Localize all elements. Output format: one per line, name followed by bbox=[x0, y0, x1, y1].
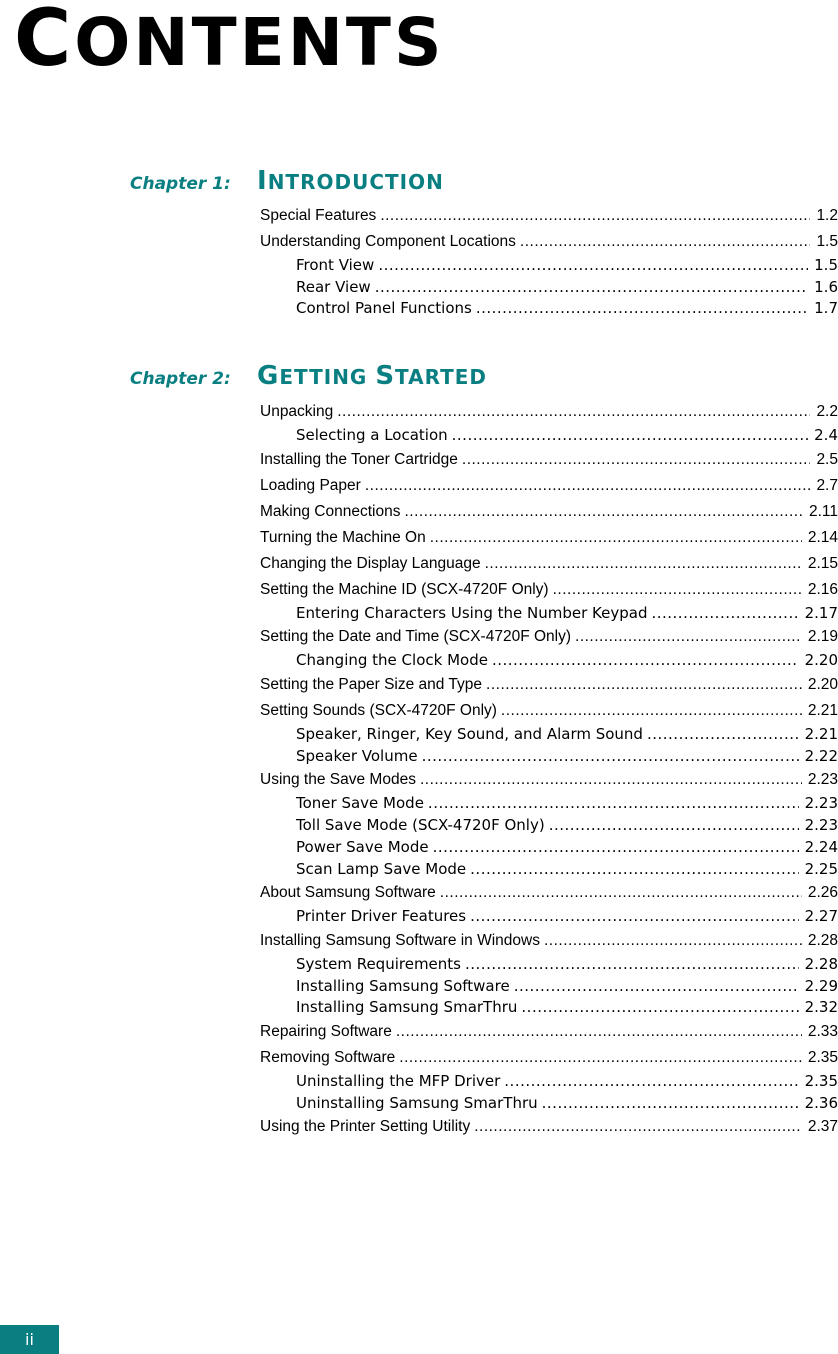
toc-entry[interactable] bbox=[260, 1019, 838, 1045]
toc-leader-dots bbox=[452, 425, 809, 447]
toc-entry-page: 2.14 bbox=[807, 528, 838, 546]
toc-entry[interactable] bbox=[260, 1093, 838, 1115]
page-title-rest: ONTENTS bbox=[74, 4, 445, 81]
toc-leader-dots bbox=[521, 997, 798, 1019]
toc-entry-page: 2.35 bbox=[807, 1048, 838, 1066]
toc-entry-page: 2.5 bbox=[816, 450, 838, 468]
toc-entry[interactable] bbox=[260, 724, 838, 746]
toc-entry-page: 2.33 bbox=[807, 1022, 838, 1040]
page-number-tab bbox=[0, 1325, 59, 1354]
toc-leader-dots bbox=[375, 277, 808, 299]
toc-entry-title: Setting Sounds (SCX-4720F Only) bbox=[260, 702, 497, 720]
toc-entry[interactable] bbox=[260, 767, 838, 793]
toc-entry-title: Installing the Toner Cartridge bbox=[260, 450, 458, 468]
toc-entry[interactable] bbox=[260, 976, 838, 998]
toc-entry[interactable] bbox=[260, 906, 838, 928]
chapter-1-name: INTRODUCTION bbox=[257, 166, 444, 196]
toc-entry-title: Power Save Mode bbox=[296, 837, 429, 856]
toc-leader-dots bbox=[470, 906, 799, 928]
toc-entry[interactable] bbox=[260, 650, 838, 672]
toc-entry-page: 2.23 bbox=[804, 816, 838, 835]
toc-leader-dots bbox=[476, 298, 808, 320]
toc-entry-title: Printer Driver Features bbox=[296, 907, 467, 926]
toc-entry-title: Using the Printer Setting Utility bbox=[260, 1118, 471, 1136]
toc-entry-title: Speaker Volume bbox=[296, 746, 418, 765]
toc-leader-dots bbox=[396, 1019, 802, 1045]
toc-leader-dots bbox=[428, 793, 799, 815]
toc-entry-page: 2.11 bbox=[808, 502, 838, 520]
toc-entry-page: 1.7 bbox=[814, 299, 838, 318]
toc-entry[interactable] bbox=[260, 672, 838, 698]
toc-entry-title: Removing Software bbox=[260, 1048, 396, 1066]
toc-entry[interactable] bbox=[260, 880, 838, 906]
toc-entry[interactable] bbox=[260, 277, 838, 299]
chapter-2-label: Chapter 2: bbox=[130, 369, 231, 389]
toc-leader-dots bbox=[520, 229, 811, 255]
toc-entry[interactable] bbox=[260, 255, 838, 277]
toc-leader-dots bbox=[422, 746, 799, 768]
toc-entry-page: 2.15 bbox=[807, 554, 838, 572]
toc-entry[interactable] bbox=[260, 837, 838, 859]
toc-entry[interactable] bbox=[260, 1045, 838, 1071]
toc-entry-page: 2.22 bbox=[804, 746, 838, 765]
toc-leader-dots bbox=[420, 767, 802, 793]
toc-entry[interactable] bbox=[260, 425, 838, 447]
toc-entry[interactable] bbox=[260, 525, 838, 551]
toc-entry[interactable] bbox=[260, 815, 838, 837]
toc-entry-title: Front View bbox=[296, 256, 375, 274]
toc-entry-page: 2.27 bbox=[804, 907, 838, 926]
toc-leader-dots bbox=[404, 499, 803, 525]
toc-entry-page: 2.2 bbox=[816, 403, 838, 420]
toc-entry-page: 2.32 bbox=[804, 998, 838, 1017]
toc-entry-title: Loading Paper bbox=[260, 476, 361, 494]
toc-leader-dots bbox=[470, 859, 798, 881]
page-title bbox=[14, 0, 445, 82]
toc-leader-dots bbox=[430, 525, 802, 551]
toc-entry-title: Unpacking bbox=[260, 403, 334, 420]
toc-entry-title: Rear View bbox=[296, 277, 371, 296]
toc-entry-title: Installing Samsung Software in Windows bbox=[260, 931, 540, 949]
toc-entry-title: Uninstalling Samsung SmarThru bbox=[296, 1093, 538, 1112]
toc-entry-page: 1.5 bbox=[816, 233, 838, 250]
toc-leader-dots bbox=[501, 698, 802, 724]
toc-leader-dots bbox=[337, 399, 810, 425]
page-number: ii bbox=[25, 1330, 34, 1349]
toc-entry-page: 2.7 bbox=[816, 476, 838, 494]
toc-leader-dots bbox=[486, 672, 802, 698]
toc-leader-dots bbox=[399, 1045, 802, 1071]
toc-entry[interactable] bbox=[260, 928, 838, 954]
toc-entry-title: Installing Samsung Software bbox=[296, 976, 510, 995]
toc-leader-dots bbox=[514, 976, 799, 998]
toc-entry-title: Installing Samsung SmarThru bbox=[296, 998, 518, 1017]
toc-leader-dots bbox=[492, 650, 799, 672]
toc-entry-title: Changing the Display Language bbox=[260, 554, 481, 572]
toc-entry-page: 2.36 bbox=[804, 1093, 838, 1112]
toc-entry-title: Making Connections bbox=[260, 502, 401, 520]
toc-entry-page: 2.21 bbox=[807, 702, 838, 720]
toc-leader-dots bbox=[553, 577, 802, 603]
toc-entry[interactable] bbox=[260, 577, 838, 603]
chapter-1-toc bbox=[260, 203, 838, 320]
toc-entry[interactable] bbox=[260, 473, 838, 499]
toc-entry-title: Control Panel Functions bbox=[296, 299, 472, 318]
toc-entry-title: Uninstalling the MFP Driver bbox=[296, 1071, 501, 1090]
toc-entry[interactable] bbox=[260, 624, 838, 650]
toc-entry[interactable] bbox=[260, 1071, 838, 1093]
toc-entry-title: About Samsung Software bbox=[260, 884, 436, 902]
page-title-initial: C bbox=[14, 0, 75, 84]
toc-entry-title: Setting the Machine ID (SCX-4720F Only) bbox=[260, 580, 549, 598]
toc-entry[interactable] bbox=[260, 203, 838, 229]
toc-leader-dots bbox=[651, 603, 798, 625]
toc-entry-page: 2.20 bbox=[804, 651, 838, 670]
toc-entry-title: Setting the Paper Size and Type bbox=[260, 676, 483, 694]
toc-leader-dots bbox=[440, 880, 802, 906]
toc-leader-dots bbox=[575, 624, 802, 650]
toc-entry-title: Entering Characters Using the Number Keypad bbox=[296, 603, 648, 622]
toc-entry-page: 2.16 bbox=[807, 580, 838, 598]
chapter-1-label: Chapter 1: bbox=[130, 174, 231, 194]
toc-entry-title: Turning the Machine On bbox=[260, 528, 426, 546]
toc-leader-dots bbox=[542, 1093, 799, 1115]
toc-entry-title: Selecting a Location bbox=[296, 426, 448, 444]
toc-entry-page: 2.17 bbox=[804, 603, 838, 622]
toc-entry[interactable] bbox=[260, 954, 838, 976]
toc-entry-title: Toner Save Mode bbox=[296, 794, 424, 813]
toc-entry-title: Special Features bbox=[260, 207, 377, 224]
toc-entry[interactable] bbox=[260, 746, 838, 768]
toc-entry-page: 2.20 bbox=[807, 676, 838, 694]
toc-entry-title: Scan Lamp Save Mode bbox=[296, 859, 467, 878]
toc-entry-title: Using the Save Modes bbox=[260, 771, 416, 789]
toc-entry-title: Repairing Software bbox=[260, 1022, 392, 1040]
toc-entry-page: 2.26 bbox=[807, 884, 838, 902]
toc-entry[interactable] bbox=[260, 298, 838, 320]
toc-entry[interactable] bbox=[260, 997, 838, 1019]
toc-leader-dots bbox=[647, 724, 799, 746]
toc-leader-dots bbox=[365, 473, 811, 499]
toc-leader-dots bbox=[504, 1071, 798, 1093]
toc-leader-dots bbox=[433, 837, 799, 859]
toc-leader-dots bbox=[380, 203, 810, 229]
toc-entry-page: 2.35 bbox=[804, 1071, 838, 1090]
chapter-2-toc bbox=[260, 399, 838, 1140]
toc-entry[interactable] bbox=[260, 447, 838, 473]
toc-entry[interactable] bbox=[260, 499, 838, 525]
toc-entry[interactable] bbox=[260, 1114, 838, 1140]
toc-entry-page: 2.28 bbox=[807, 931, 838, 949]
toc-entry-page: 2.23 bbox=[804, 794, 838, 813]
toc-entry[interactable] bbox=[260, 551, 838, 577]
toc-entry[interactable] bbox=[260, 859, 838, 881]
toc-entry-page: 2.4 bbox=[814, 426, 838, 444]
toc-leader-dots bbox=[544, 928, 802, 954]
toc-entry-page: 2.28 bbox=[804, 954, 838, 973]
toc-entry-title: Changing the Clock Mode bbox=[296, 651, 488, 670]
toc-entry[interactable] bbox=[260, 698, 838, 724]
chapter-2-name: GETTING STARTED bbox=[257, 361, 488, 391]
toc-entry[interactable] bbox=[260, 399, 838, 425]
toc-entry[interactable] bbox=[260, 793, 838, 815]
toc-leader-dots bbox=[465, 954, 799, 976]
toc-entry-page: 2.29 bbox=[804, 976, 838, 995]
toc-leader-dots bbox=[462, 447, 811, 473]
toc-entry-page: 1.6 bbox=[814, 277, 838, 296]
toc-entry-title: Understanding Component Locations bbox=[260, 233, 516, 250]
toc-entry-title: Toll Save Mode (SCX-4720F Only) bbox=[296, 816, 545, 835]
toc-leader-dots bbox=[378, 255, 808, 277]
toc-entry-title: Setting the Date and Time (SCX-4720F Only) bbox=[260, 628, 572, 646]
toc-entry[interactable] bbox=[260, 603, 838, 625]
toc-entry-page: 2.19 bbox=[807, 628, 838, 646]
toc-entry-page: 1.5 bbox=[814, 256, 838, 274]
toc-entry-title: System Requirements bbox=[296, 954, 461, 973]
toc-leader-dots bbox=[549, 815, 799, 837]
toc-entry[interactable] bbox=[260, 229, 838, 255]
toc-entry-page: 2.23 bbox=[807, 771, 838, 789]
toc-entry-title: Speaker, Ringer, Key Sound, and Alarm Sound bbox=[296, 725, 643, 744]
toc-leader-dots bbox=[485, 551, 802, 577]
toc-entry-page: 2.21 bbox=[804, 725, 838, 744]
toc-entry-page: 2.24 bbox=[804, 837, 838, 856]
toc-entry-page: 1.2 bbox=[816, 207, 838, 224]
toc-leader-dots bbox=[474, 1114, 802, 1140]
toc-entry-page: 2.37 bbox=[807, 1118, 838, 1136]
toc-entry-page: 2.25 bbox=[804, 859, 838, 878]
